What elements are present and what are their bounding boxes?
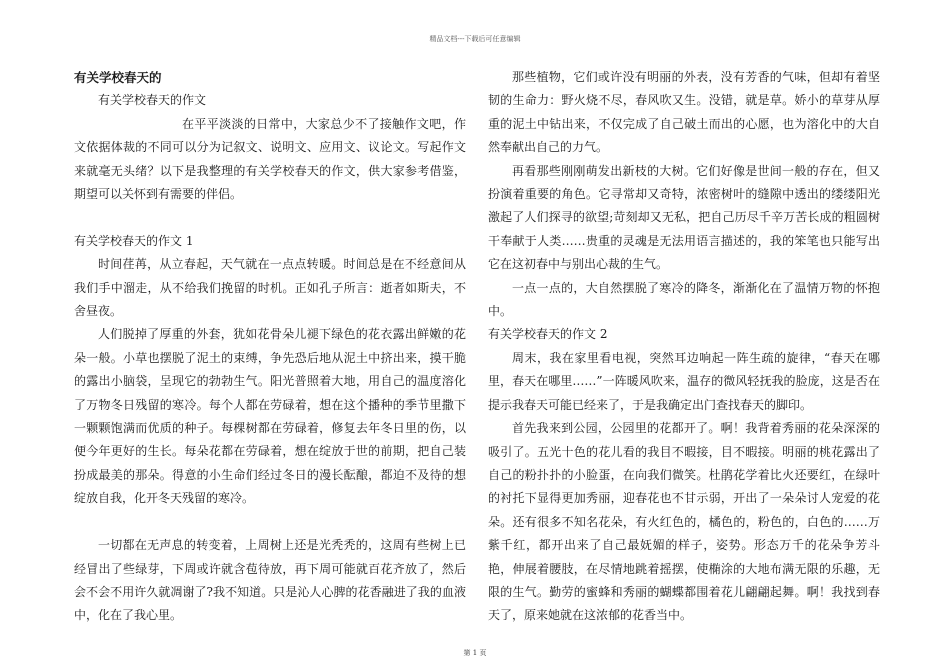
document-subtitle: 有关学校春天的作文 [98,93,207,108]
paragraph: 周末，我在家里看电视，突然耳边响起一阵生疏的旋律，“春天在哪里，春天在哪里……”一阵暖风吹来，温存的微风轻抚我的脸庞，这是否在提示我春天可能已经来了，于是我确定出门查找春天的脚印。 [488,350,880,412]
left-column [74,66,466,628]
paragraph: 人们脱掉了厚重的外套，犹如花骨朵儿褪下绿色的花衣露出鲜嫩的花朵一般。小草也摆脱了泥土的束缚，争先恐后地从泥土中挤出来，摸干脆的露出小脑袋，呈现它的勃勃生气。阳光普照着大地，用自己的温度溶化了万物冬日残留的寒冷。每个人都在劳碌着，想在这个播种的季节里撒下一颗颗饱满而优质的种子。每棵树都在劳碌着，修复去年冬日里的伤，以便今年更好的生长。每朵花都在劳碌着，想在绽放于世的前期，把自己装扮成最美的那朵。得意的小生命们经过冬日的漫长酝酿，都迫不及待的想绽放自我，化开冬天残留的寒冷。 [74,327,466,506]
paragraph: 再看那些刚刚萌发出新枝的大树。它们好像是世间一般的存在，但又扮演着重要的角色。它寻常却又奇特，浓密树叶的缝隙中透出的缕缕阳光激起了人们探寻的欲望;苛刻却又无私，把自己历尽千辛万苦长成的粗圆树干奉献于人类……贵重的灵魂是无法用语言描述的，我的笨笔也只能写出它在这初春中与别出心裁的生气。 [488,163,880,272]
paragraph: 时间荏苒，从立春起，天气就在一点点转暖。时间总是在不经意间从我们手中溜走，从不给我们挽留的时机。正如孔子所言：逝者如斯夫，不舍昼夜。 [74,257,466,319]
section-heading-1: 有关学校春天的作文 1 [74,233,194,248]
document-title: 有关学校春天的 [74,70,162,85]
paragraph-gap [74,511,466,534]
paragraph: 首先我来到公园，公园里的花都开了。啊！我背着秀丽的花朵深深的吸引了。五光十色的花儿看的我目不暇接，目不暇接。明丽的桃花露出了自己的粉扑扑的小脸蛋，在向我们微笑。杜鹃花学着比火还要红，在绿叶的衬托下显得更加秀丽，迎春花也不甘示弱，开出了一朵朵讨人宠爱的花朵。还有很多不知名花朵，有火红色的，橘色的，粉色的，白色的……万紫千红，都开出来了自己最妩媚的样子，姿势。形态万千的花朵争芳斗艳，伸展着腰肢，在尽情地跳着摇摆，使椭涂的大地布满无限的乐趣，无限的生气。勤劳的蜜蜂和秀丽的蝴蝶都围着花儿翩翩起舞。啊！我找到春天了，原来她就在这浓郁的花香当中。 [488,421,880,623]
paragraph: 一切都在无声息的转变着，上周树上还是光秃秃的，这周有些树上已经冒出了些绿芽，下周或许就含苞待放，再下周可能就百花齐放了，然后会不会不用许久就凋谢了?我不知道。只是沁人心脾的花香融进了我的血液中，化在了我心里。 [74,538,466,623]
page-number: 第 1 页 [463,649,487,657]
paragraph: 一点一点的，大自然摆脱了寒冷的降冬，渐渐化在了温情万物的怀抱中。 [488,280,880,319]
page-header: 精品文档---下载后可任意编辑 [429,35,521,43]
paragraph: 那些植物，它们或许没有明丽的外表，没有芳香的气味，但却有着坚韧的生命力：野火烧不尽，春风吹又生。没错，就是草。娇小的草芽从厚重的泥土中钻出来，不仅完成了自己破土而出的心愿，也为溶化中的大自然奉献出自己的力气。 [488,70,880,155]
intro-paragraph: 在平平淡淡的日常中，大家总少不了接触作文吧，作文依据体裁的不同可以分为记叙文、说明文、应用文、议论文。写起作文来就毫无头绪？以下是我整理的有关学校春天的作文，供大家参考借鉴，期望可以关怀到有需要的伴侣。 [74,116,466,202]
paragraph-gap [74,206,466,229]
section-heading-2: 有关学校春天的作文 2 [488,327,608,342]
right-column [488,66,880,628]
